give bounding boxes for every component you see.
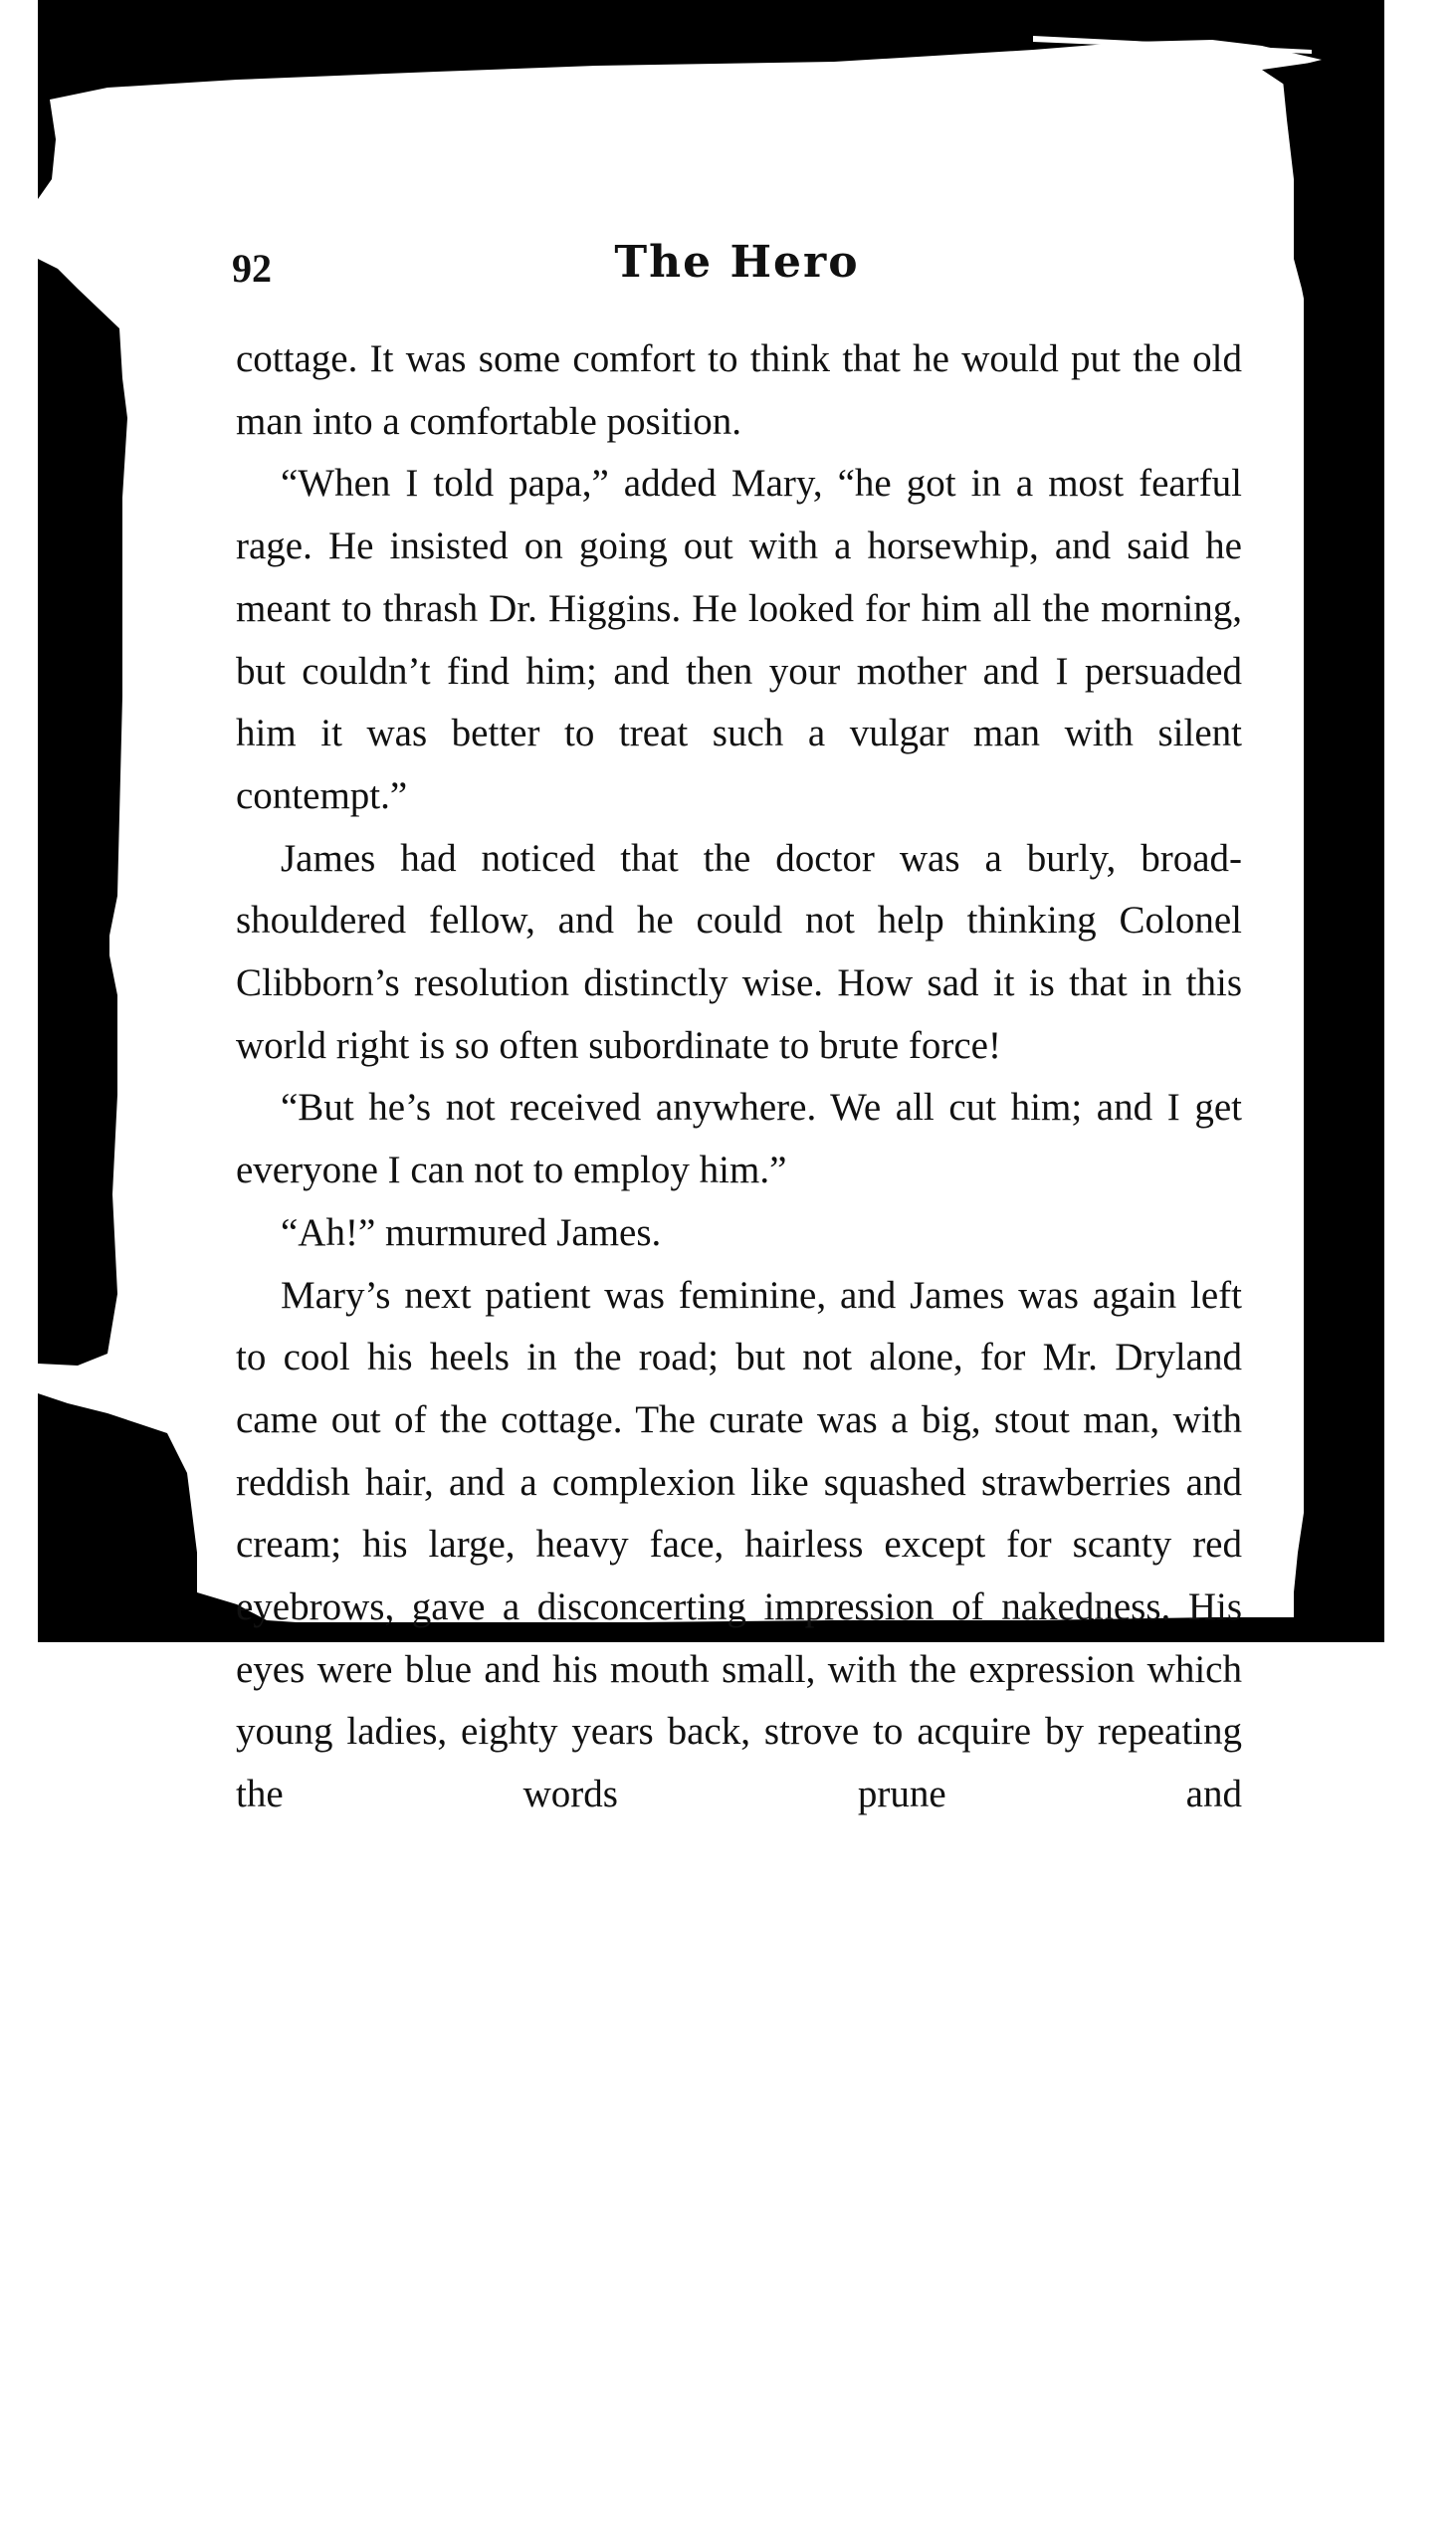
paragraph: Mary’s next patient was feminine, and James was again left to cool his heels in the road; but not alone, for Mr. Dryland came out of the cottage. The curate was a big, stout man, with reddish hair, and a complexion like squashed strawberries and cream; his large, heavy face, hairless except for scanty red eyebrows, gave a disconcerting impression of nakedness. His eyes were blue and his mouth small, with the expression which young ladies, eighty years back, strove to acquire by repeating the words prune and: [236, 1273, 1242, 1816]
page-number: 92: [232, 246, 272, 291]
body-text: [236, 328, 1242, 1826]
running-head: [232, 237, 1242, 297]
paragraph: “But he’s not received anywhere. We all cut him; and I get everyone I can not to employ him.”: [236, 1086, 1242, 1192]
paragraph: James had noticed that the doctor was a burly, broad-shouldered fellow, and he could not help thinking Colonel Clibborn’s resolution distinctly wise. How sad it is that in this world right is so often subordinate to brute force!: [236, 836, 1242, 1067]
paragraph: “When I told papa,” added Mary, “he got in a most fearful rage. He insisted on going out with a horsewhip, and said he meant to thrash Dr. Higgins. He looked for him all the morning, but couldn’t find him; and then your mother and I persuaded him it was better to treat such a vulgar man with silent contempt.”: [236, 462, 1242, 817]
paragraph: cottage. It was some comfort to think that he would put the old man into a comfortable position.: [236, 337, 1242, 443]
paragraph: “Ah!” murmured James.: [281, 1210, 662, 1254]
book-title: The Hero: [614, 237, 860, 288]
